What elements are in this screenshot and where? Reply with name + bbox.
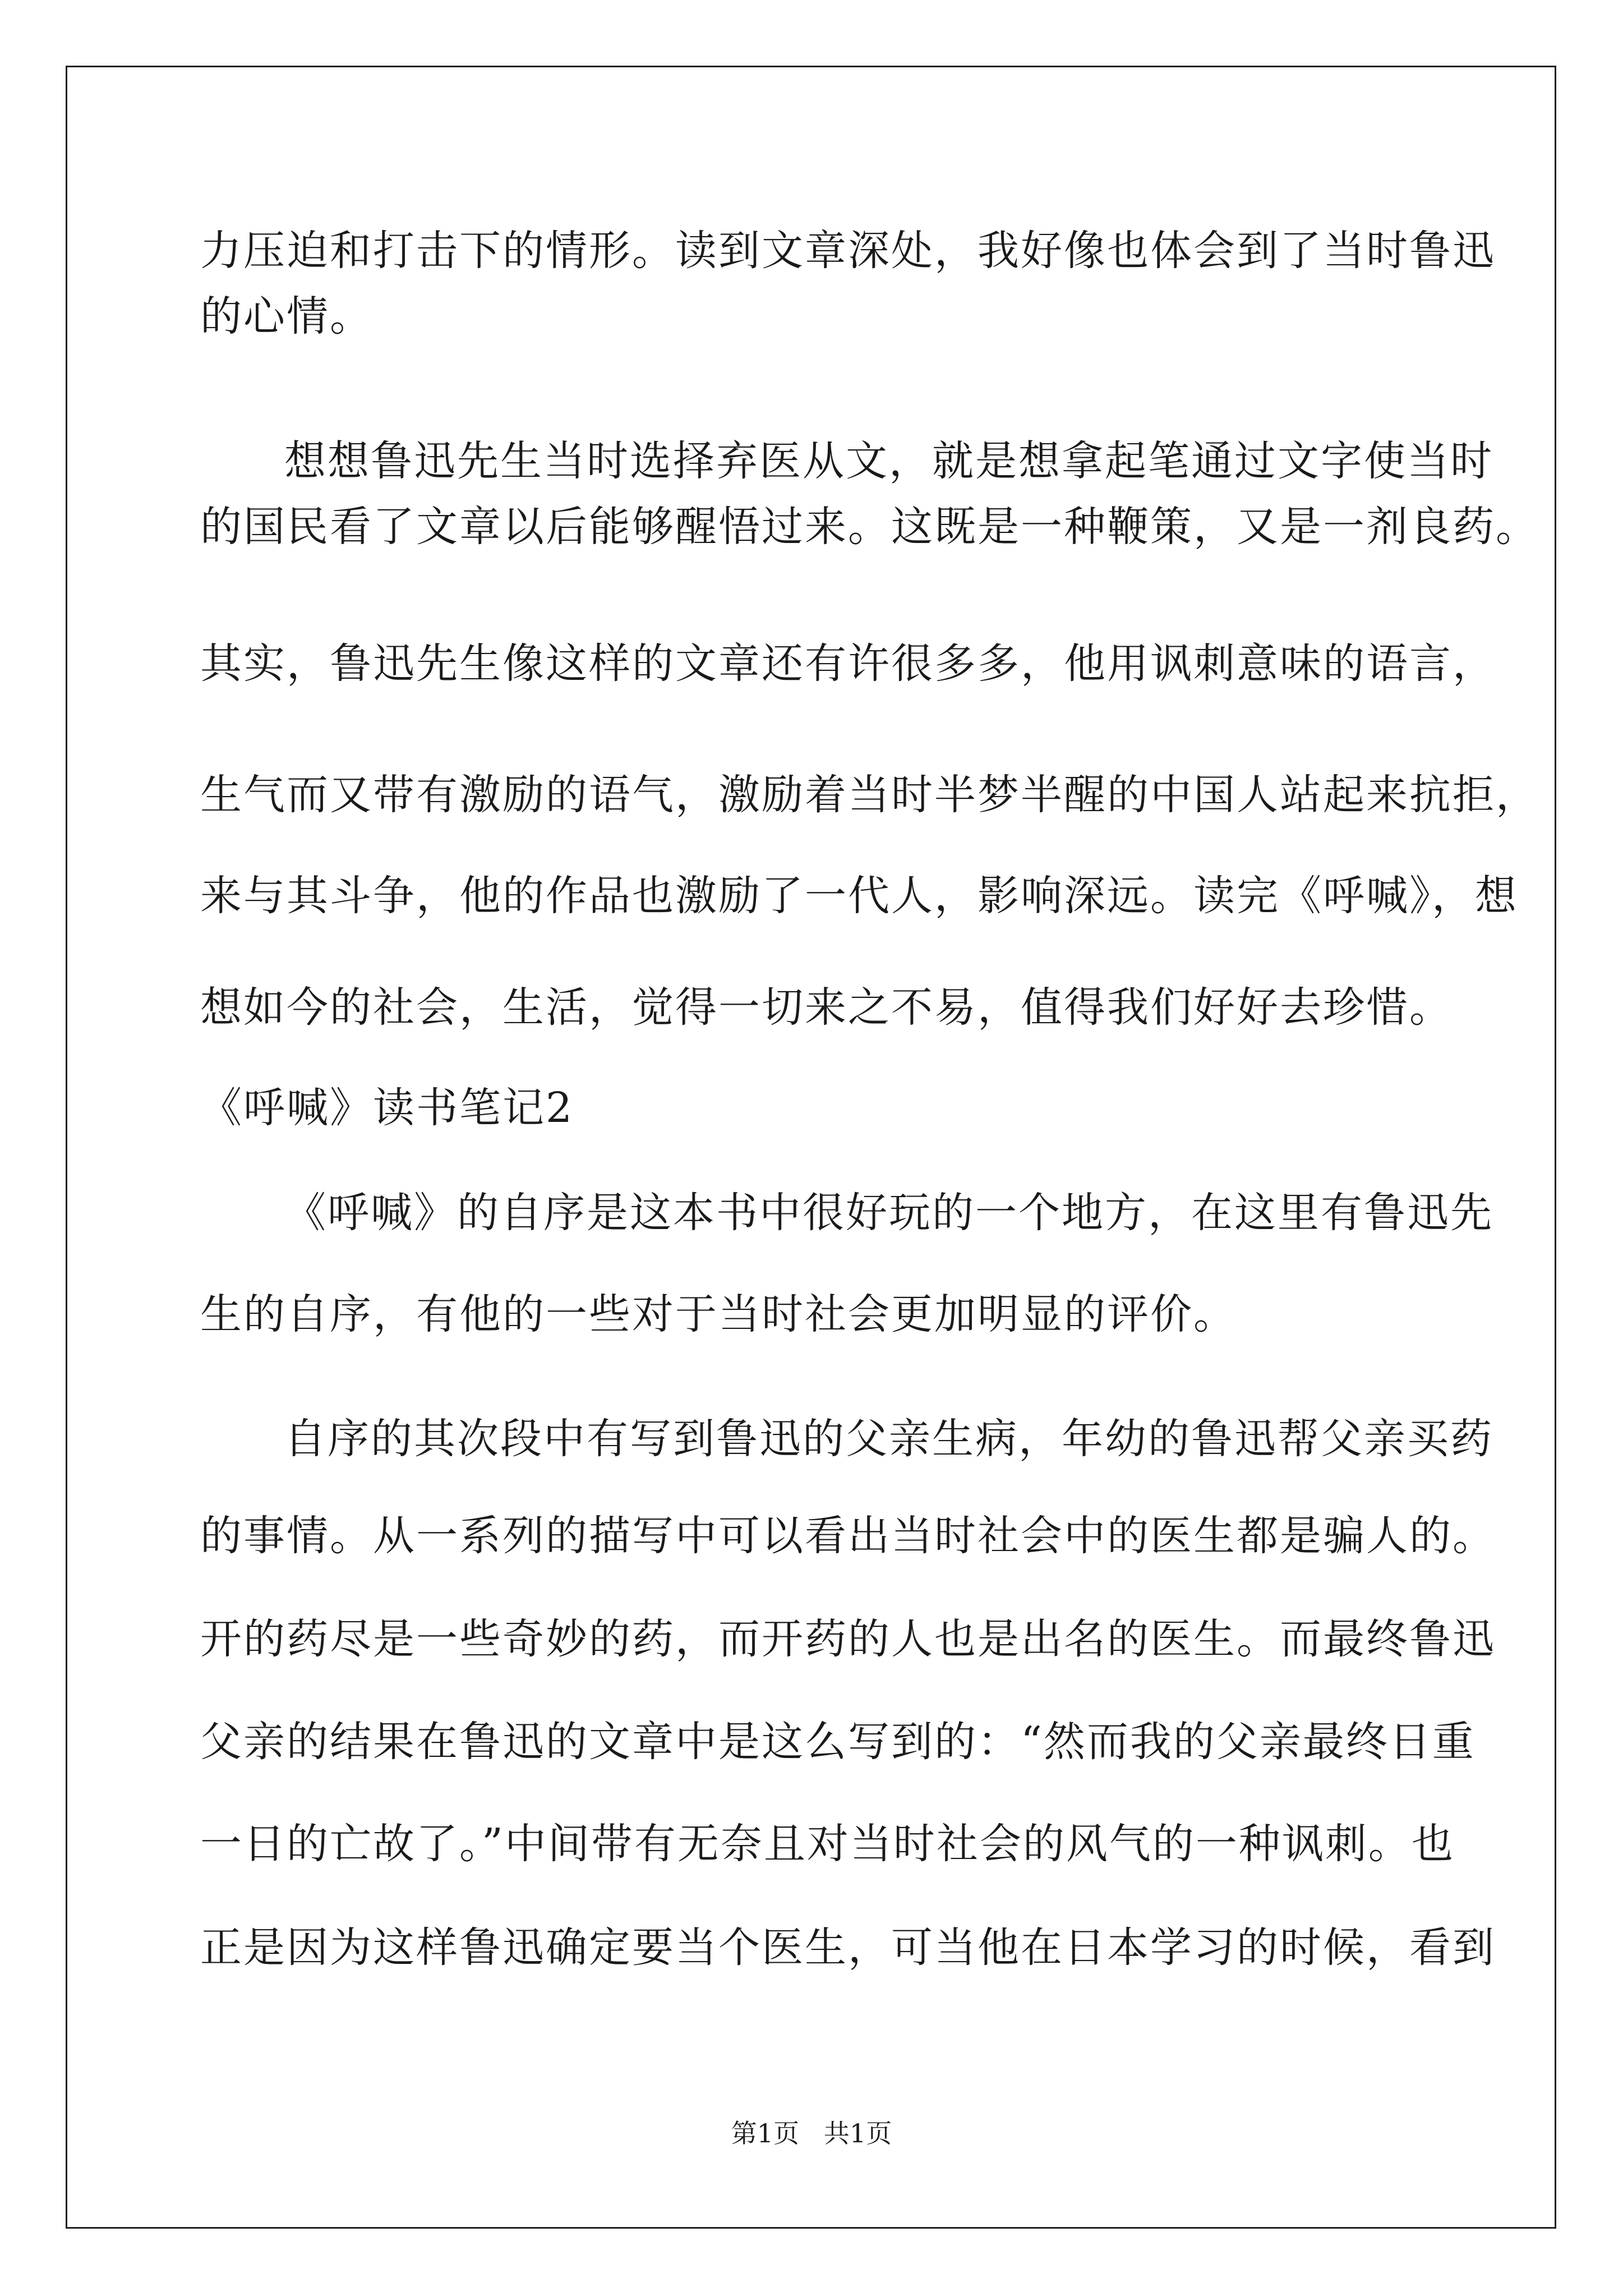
text-line: 的国民看了文章以后能够醒悟过来。这既是一种鞭策，又是一剂良药。 (200, 503, 1539, 551)
text-line: 开的药尽是一些奇妙的药，而开药的人也是出名的医生。而最终鲁迅 (200, 1615, 1496, 1663)
text-line: 父亲的结果在鲁迅的文章中是这么写到的：“然而我的父亲最终日重 (200, 1718, 1476, 1766)
text-line: 来与其斗争，他的作品也激励了一代人，影响深远。读完《呼喊》，想 (200, 872, 1518, 920)
text-line: 的心情。 (200, 292, 373, 341)
page-border (66, 66, 1556, 2229)
text-line: 的事情。从一系列的描写中可以看出当时社会中的医生都是骗人的。 (200, 1512, 1496, 1560)
page-footer: 第1页 共1页 (731, 2118, 892, 2148)
text-line: 力压迫和打击下的情形。读到文章深处，我好像也体会到了当时鲁迅 (200, 227, 1496, 275)
text-line: 想如今的社会，生活，觉得一切来之不易，值得我们好好去珍惜。 (200, 983, 1453, 1032)
text-line: 生气而又带有激励的语气，激励着当时半梦半醒的中国人站起来抗拒， (200, 771, 1539, 819)
paragraph-start-line: 自序的其次段中有写到鲁迅的父亲生病，年幼的鲁迅帮父亲买药 (284, 1415, 1493, 1463)
text-line: 其实，鲁迅先生像这样的文章还有许很多多，他用讽刺意味的语言， (200, 639, 1496, 688)
text-line: 一日的亡故了。”中间带有无奈且对当时社会的风气的一种讽刺。也 (200, 1820, 1455, 1868)
section-heading: 《呼喊》读书笔记2 (200, 1084, 574, 1132)
text-line: 正是因为这样鲁迅确定要当个医生，可当他在日本学习的时候，看到 (200, 1924, 1496, 1972)
paragraph-start-line: 《呼喊》的自序是这本书中很好玩的一个地方，在这里有鲁迅先 (284, 1189, 1493, 1237)
text-line: 生的自序，有他的一些对于当时社会更加明显的评价。 (200, 1290, 1237, 1338)
paragraph-start-line: 想想鲁迅先生当时选择弃医从文，就是想拿起笔通过文字使当时 (284, 437, 1493, 485)
